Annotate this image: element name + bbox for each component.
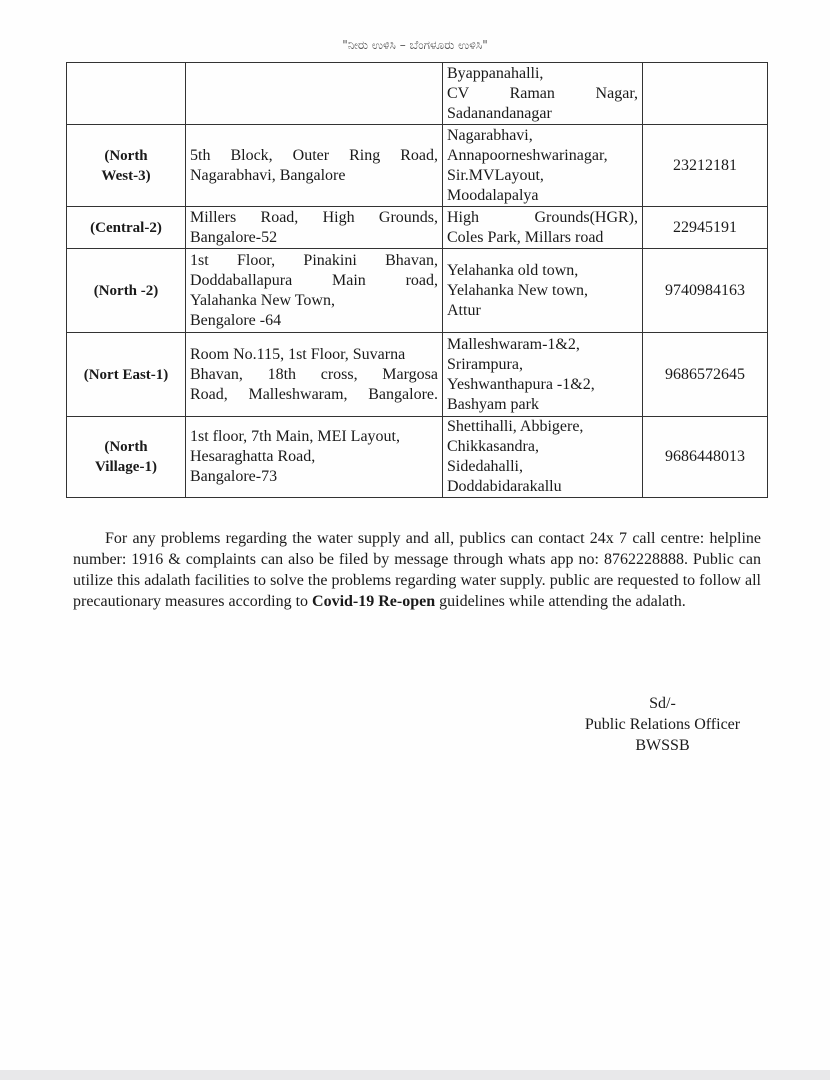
table-body: [67, 63, 768, 498]
areas-line: Yelahanka old town,: [447, 261, 579, 279]
areas-line: Bashyam park: [447, 395, 539, 413]
areas-line: Annapoorneshwarinagar,: [447, 146, 608, 164]
areas-line: Sir.MVLayout,: [447, 166, 544, 184]
cell-division: [67, 125, 186, 207]
address-line: Millers Road, High Grounds,: [190, 208, 438, 226]
areas-line: Sidedahalli,: [447, 458, 523, 475]
cell-address: [186, 417, 443, 498]
cell-division: [67, 207, 186, 249]
areas-line: High Grounds(HGR),: [447, 208, 638, 226]
address-line: Bhavan, 18th cross, Margosa: [190, 365, 438, 383]
cell-phone: 9686448013: [643, 417, 768, 498]
table-row: [67, 249, 768, 333]
address-line: Bangalore-73: [190, 468, 278, 485]
division-line: (North: [104, 439, 148, 455]
division-line: Village-1): [95, 459, 157, 475]
address-line: 1st Floor, Pinakini Bhavan,: [190, 251, 438, 269]
address-line: Nagarabhavi, Bangalore: [190, 166, 346, 184]
cell-areas: [443, 63, 643, 125]
cell-address: [186, 125, 443, 207]
areas-line: Nagarabhavi,: [447, 126, 533, 144]
areas-line: Yelahanka New town,: [447, 281, 589, 299]
areas-line: Chikkasandra,: [447, 438, 539, 455]
areas-line: Attur: [447, 301, 481, 319]
header-motto: "ನೀರು ಉಳಿಸಿ – ಬೆಂಗಳೂರು ಉಳಿಸಿ": [342, 38, 488, 52]
table-row: [67, 333, 768, 417]
table-row: [67, 417, 768, 498]
cell-areas: [443, 249, 643, 333]
address-line: Room No.115, 1st Floor, Suvarna: [190, 345, 406, 363]
address-line: 1st floor, 7th Main, MEI Layout,: [190, 428, 400, 445]
notice-paragraph: [73, 528, 761, 612]
address-line: Doddaballapura Main road,: [190, 271, 438, 289]
cell-division: [67, 249, 186, 333]
cell-areas: [443, 207, 643, 249]
cell-division: [67, 63, 186, 125]
areas-line: Doddabidarakallu: [447, 478, 562, 495]
table-row: [67, 207, 768, 249]
areas-line: Srirampura,: [447, 355, 523, 373]
areas-line: CV Raman Nagar,: [447, 84, 638, 102]
division-line: (North -2): [93, 282, 159, 299]
cell-address: [186, 333, 443, 417]
cell-phone: 9740984163: [643, 249, 768, 333]
areas-line: Malleshwaram-1&2,: [447, 335, 580, 353]
address-line: Bangalore-52: [190, 228, 278, 246]
division-line: West-3): [101, 167, 151, 184]
division-line: (Central-2): [90, 219, 162, 236]
cell-phone: 9686572645: [643, 333, 768, 417]
notice-text-part-1: For any problems regarding the water supply and all, publics can contact 24x 7 call centre: helpline number: 1916 & complaints can also be filed by message through whats app no: 8762228888. Public can utilize this adalath facilities to solve the problems regarding water supply. public are requested to follow all precautionary measures according to: [73, 530, 761, 610]
signature-org: BWSSB: [635, 737, 690, 754]
notice-text-part-2: guidelines while attending the adalath.: [435, 593, 686, 610]
cell-division: [67, 333, 186, 417]
office-contacts-table: [66, 62, 768, 498]
cell-address: [186, 207, 443, 249]
signature-title: Public Relations Officer: [584, 716, 741, 733]
notice-bold-text: Covid-19 Re-open: [312, 593, 436, 610]
areas-line: Coles Park, Millars road: [447, 228, 604, 246]
cell-phone: [643, 63, 768, 125]
cell-address: [186, 249, 443, 333]
page-edge: [0, 1070, 830, 1080]
division-line: (Nort East-1): [83, 366, 169, 383]
address-line: Bengalore -64: [190, 311, 282, 329]
address-line: 5th Block, Outer Ring Road,: [190, 146, 438, 164]
table-row: [67, 63, 768, 125]
areas-line: Yeshwanthapura -1&2,: [447, 375, 595, 393]
areas-line: Shettihalli, Abbigere,: [447, 418, 584, 435]
areas-line: Sadanandanagar: [447, 104, 552, 122]
areas-line: Moodalapalya: [447, 186, 539, 204]
signature-sd: Sd/-: [649, 695, 676, 712]
areas-line: Byappanahalli,: [447, 64, 544, 82]
table-row: [67, 125, 768, 207]
address-line: Hesaraghatta Road,: [190, 448, 316, 465]
division-line: (North: [104, 147, 148, 164]
cell-address: [186, 63, 443, 125]
cell-phone: 22945191: [643, 207, 768, 249]
address-line: Yalahanka New Town,: [190, 291, 335, 309]
cell-areas: [443, 417, 643, 498]
cell-division: [67, 417, 186, 498]
cell-areas: [443, 333, 643, 417]
address-line: Road, Malleshwaram, Bangalore.: [190, 385, 438, 403]
signature-block: [560, 693, 765, 756]
cell-areas: [443, 125, 643, 207]
cell-phone: 23212181: [643, 125, 768, 207]
